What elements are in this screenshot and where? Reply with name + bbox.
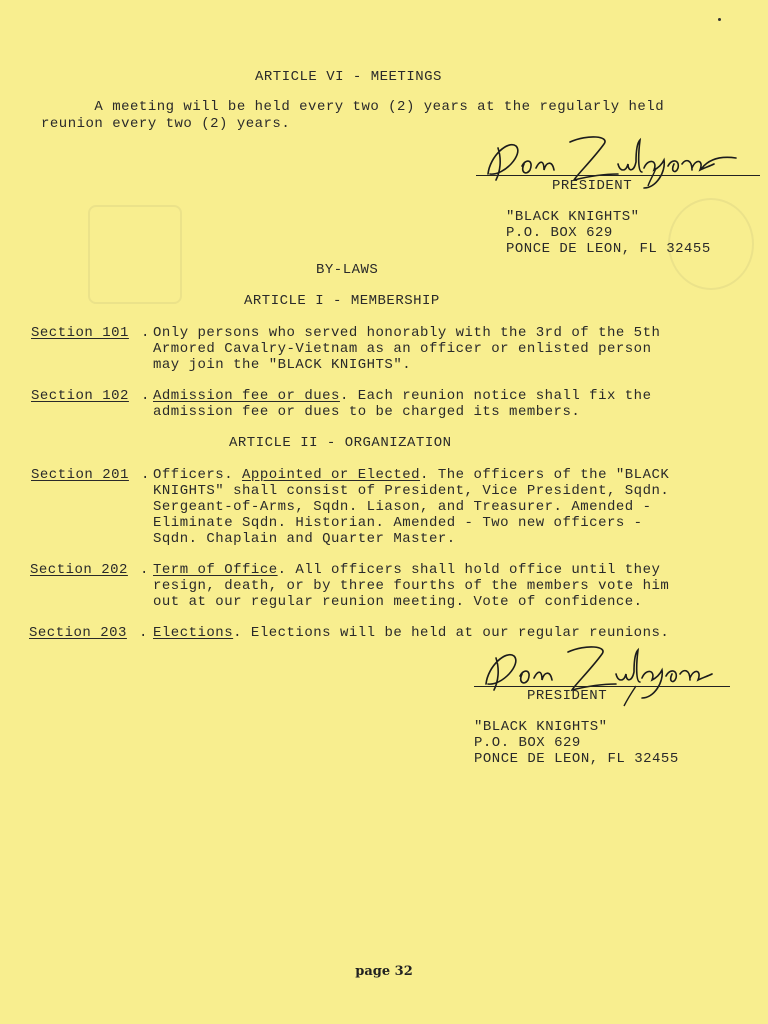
section-201-line-1-rest: . The officers of the "BLACK: [420, 467, 670, 483]
section-203-line-1: [153, 625, 669, 641]
section-101-period: .: [141, 325, 150, 341]
section-203-period: .: [139, 625, 148, 641]
section-102-label: Section 102: [31, 388, 129, 404]
section-202-line-1: [153, 562, 660, 578]
section-101-line-1: Only persons who served honorably with the 3rd of the 5th: [153, 325, 661, 341]
section-101-label: Section 101: [31, 325, 129, 341]
section-202-period: .: [140, 562, 149, 578]
section-201-line-1-pre: Officers.: [153, 467, 243, 483]
section-102-line-1: [153, 388, 652, 404]
section-201-title: Appointed or Elected: [242, 467, 421, 483]
section-203-title: Elections: [153, 625, 234, 641]
section-102-line-2: admission fee or dues to be charged its members.: [153, 404, 581, 420]
section-201-label: Section 201: [31, 467, 129, 483]
address-po-box: P.O. BOX 629: [506, 225, 613, 241]
signature-line: [476, 175, 760, 176]
section-201-line-4: Eliminate Sqdn. Historian. Amended - Two new officers -: [153, 515, 643, 531]
section-102-period: .: [141, 388, 150, 404]
section-201-period: .: [141, 467, 150, 483]
section-203-label: Section 203: [29, 625, 127, 641]
article-i-heading: ARTICLE I - MEMBERSHIP: [244, 293, 440, 309]
section-202-label: Section 202: [30, 562, 128, 578]
section-202-line-1-rest: . All officers shall hold office until they: [277, 562, 661, 578]
section-203-line-1-rest: . Elections will be held at our regular reunions.: [233, 625, 670, 641]
address-po-box: P.O. BOX 629: [474, 735, 581, 751]
section-102-line-1-rest: . Each reunion notice shall fix the: [339, 388, 652, 404]
section-202-line-3: out at our regular reunion meeting. Vote of confidence.: [153, 594, 643, 610]
article-vi-line-1: A meeting will be held every two (2) years at the regularly held: [41, 99, 665, 115]
address-city: PONCE DE LEON, FL 32455: [474, 751, 679, 767]
article-vi-line-2: reunion every two (2) years.: [41, 116, 291, 132]
section-202-title: Term of Office: [153, 562, 278, 578]
address-org-name: "BLACK KNIGHTS": [474, 719, 608, 735]
paper-speck: [718, 18, 721, 21]
address-city: PONCE DE LEON, FL 32455: [506, 241, 711, 257]
signature-title: PRESIDENT: [552, 178, 633, 194]
bylaws-title: BY-LAWS: [316, 262, 379, 278]
section-101-line-2: Armored Cavalry-Vietnam as an officer or enlisted person: [153, 341, 652, 357]
section-102-title: Admission fee or dues: [153, 388, 340, 404]
section-201-line-3: Sergeant-of-Arms, Sqdn. Liason, and Treasurer. Amended -: [153, 499, 652, 515]
article-vi-heading: ARTICLE VI - MEETINGS: [255, 69, 442, 85]
signature-title: PRESIDENT: [527, 688, 608, 704]
section-201-line-2: KNIGHTS" shall consist of President, Vice President, Sqdn.: [153, 483, 670, 499]
section-201-line-5: Sqdn. Chaplain and Quarter Master.: [153, 531, 456, 547]
section-202-line-2: resign, death, or by three fourths of the members vote him: [153, 578, 670, 594]
bleed-through-emblem-left: [88, 205, 182, 304]
page-number: page 32: [355, 964, 413, 979]
address-org-name: "BLACK KNIGHTS": [506, 209, 640, 225]
signature-line: [474, 686, 730, 687]
section-201-line-1: [153, 467, 669, 483]
section-101-line-3: may join the "BLACK KNIGHTS".: [153, 357, 412, 373]
article-ii-heading: ARTICLE II - ORGANIZATION: [229, 435, 452, 451]
